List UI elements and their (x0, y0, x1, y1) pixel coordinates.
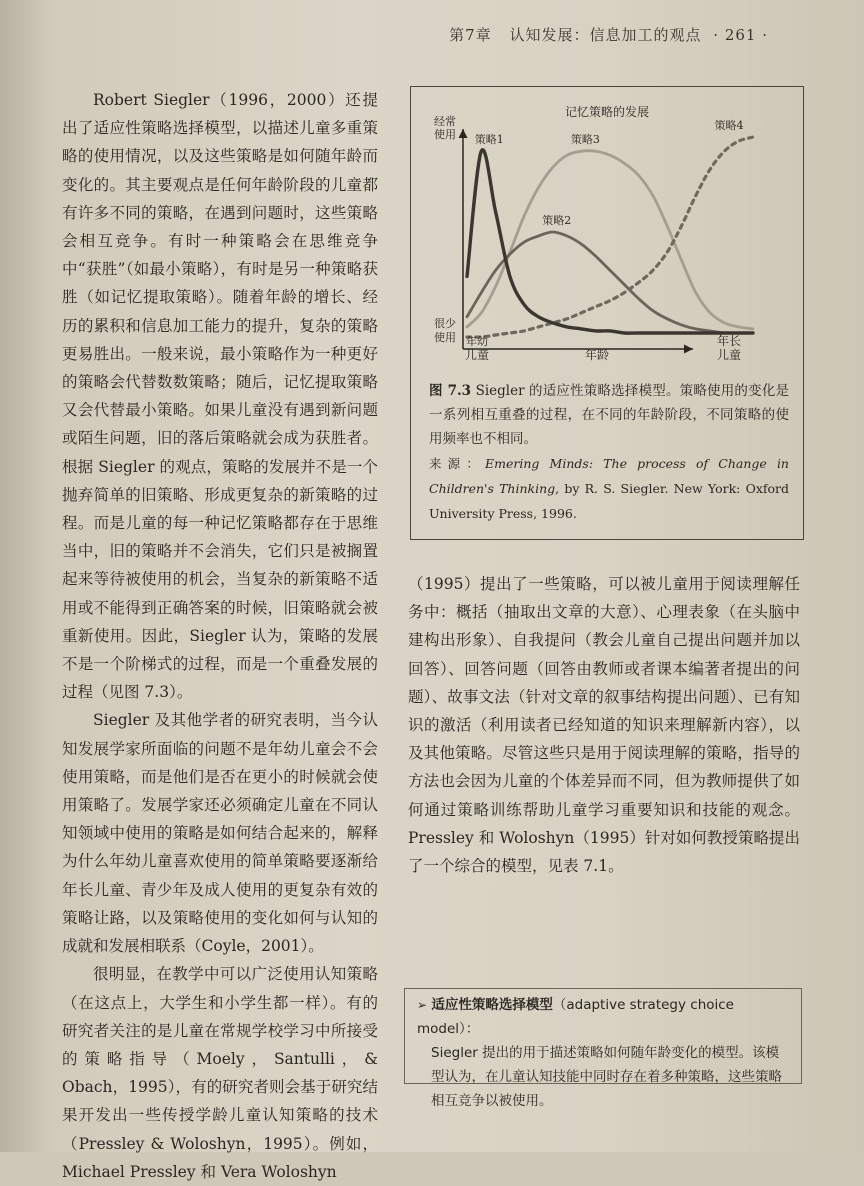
figure-caption (429, 379, 789, 526)
chart-title: 记忆策略的发展 (564, 105, 649, 119)
y-label-top-1: 经常 (434, 115, 456, 128)
paragraph: 很明显，在教学中可以广泛使用认知策略（在这点上，大学生和小学生都一样）。有的研究者关注的是儿童在常规学校学习中所接受的策略指导（Moely，Santulli，& Obach，1995），有的研究者则会基于研究结果开发出一些传授学龄儿童认知策略的技术（Pressley & Woloshyn，1995）。例如，Michael Pressley 和 Vera Woloshyn (62, 965, 378, 1181)
definition-body: Siegler 提出的用于描述策略如何随年龄变化的模型。该模型认为，在儿童认知技能中同时存在着多种策略，这些策略相互竞争以被使用。 (431, 1045, 782, 1109)
definition-term: 适应性策略选择模型 (431, 997, 553, 1013)
paragraph: Siegler 及其他学者的研究表明，当今认知发展学家所面临的问题不是年幼儿童会不会使用策略，而是他们是否在更小的时候就会使用策略了。发展学家还必须确定儿童在不同认知领域中使用的策略是如何结合起来的，解释为什么年幼儿童喜欢使用的简单策略要逐渐给年长儿童、青少年及成人使用的更复杂有效的策略让路，以及策略使用的变化如何与认知的成就和发展相联系（Coyle，2001）。 (62, 711, 378, 956)
x-label-center: 年龄 (584, 348, 610, 362)
left-column (62, 86, 378, 1186)
right-column (408, 570, 800, 880)
series-label-1: 策略1 (474, 133, 504, 147)
y-label-bottom-2: 使用 (434, 331, 456, 344)
series-label-3: 策略3 (570, 133, 600, 147)
chapter-label: 第7章 (449, 26, 492, 44)
source-rest: , by R. S. Siegler. New York: Oxford University Press, 1996. (429, 481, 790, 521)
y-label-bottom-1: 很少 (434, 317, 456, 330)
arrow-marker-icon: ➢ (417, 998, 428, 1012)
series-line-2 (467, 232, 753, 333)
definition-box (404, 988, 802, 1109)
source-label: 来源： (429, 456, 486, 471)
x-label-left-2: 儿童 (464, 348, 490, 362)
y-label-top-2: 使用 (434, 128, 456, 141)
figure-7-3 (410, 86, 804, 540)
series-label-2: 策略2 (542, 214, 572, 227)
chapter-title: 认知发展：信息加工的观点 (509, 26, 702, 44)
caption-text: Siegler 的适应性策略选择模型。策略使用的变化是一系列相互重叠的过程，在不同的年龄阶段，不同策略的使用频率也不相同。 (429, 383, 790, 447)
series-line-1 (467, 150, 753, 333)
source-title: Emering Minds: The process of Change in Children's Thinking (429, 456, 789, 496)
strategy-chart (411, 87, 803, 377)
running-header (449, 24, 768, 45)
definition-term-en: （adaptive strategy choice model）： (417, 997, 734, 1037)
caption-label: 图 7.3 (429, 383, 472, 399)
x-label-left-1: 年幼 (466, 335, 488, 348)
caption-source (429, 451, 789, 526)
x-label-right-2: 儿童 (716, 348, 742, 362)
x-label-right-1: 年长 (716, 334, 742, 348)
series-label-4: 策略4 (714, 119, 744, 132)
series-line-4 (467, 137, 753, 337)
paragraph: （1995）提出了一些策略，可以被儿童用于阅读理解任务中：概括（抽取出文章的大意）、心理表象（在头脑中建构出形象）、自我提问（教会儿童自己提出问题并加以回答）、回答问题（回答由教师或者课本编著者提出的问题）、故事文法（针对文章的叙事结构提出问题）、已有知识的激活（利用读者已经知道的知识来理解新内容），以及其他策略。尽管这些只是用于阅读理解的策略，指导的方法也会因为儿童的个体差异而不同，但为教师提供了如何通过策略训练帮助儿童学习重要知识和技能的观念。Pressley 和 Woloshyn（1995）针对如何教授策略提出了一个综合的模型，见表 7.1。 (408, 575, 800, 876)
paragraph: Robert Siegler（1996，2000）还提出了适应性策略选择模型，以描述儿童多重策略的使用情况，以及这些策略是如何随年龄而变化的。其主要观点是任何年龄阶段的儿童都有许多不同的策略，在遇到问题时，这些策略会相互竞争。有时一种策略会在思维竞争中“获胜”（如最小策略），有时是另一种策略获胜（如记忆提取策略）。随着年龄的增长、经历的累积和信息加工能力的提升，复杂的策略更易胜出。一般来说，最小策略作为一种更好的策略会代替数数策略；随后，记忆提取策略又会代替最小策略。如果儿童没有遇到新问题或陌生问题，旧的落后策略就会成为获胜者。根据 Siegler 的观点，策略的发展并不是一个抛弃简单的旧策略、形成更复杂的新策略的过程。而是儿童的每一种记忆策略都存在于思维当中，旧的策略并不会消失，它们只是被搁置起来等待被使用的机会，当复杂的新策略不适用或不能得到正确答案的时候，旧策略就会被重新使用。因此，Siegler 认为，策略的发展不是一个阶梯式的过程，而是一个重叠发展的过程（见图 7.3）。 (62, 91, 378, 702)
page-number: · 261 · (713, 26, 768, 44)
